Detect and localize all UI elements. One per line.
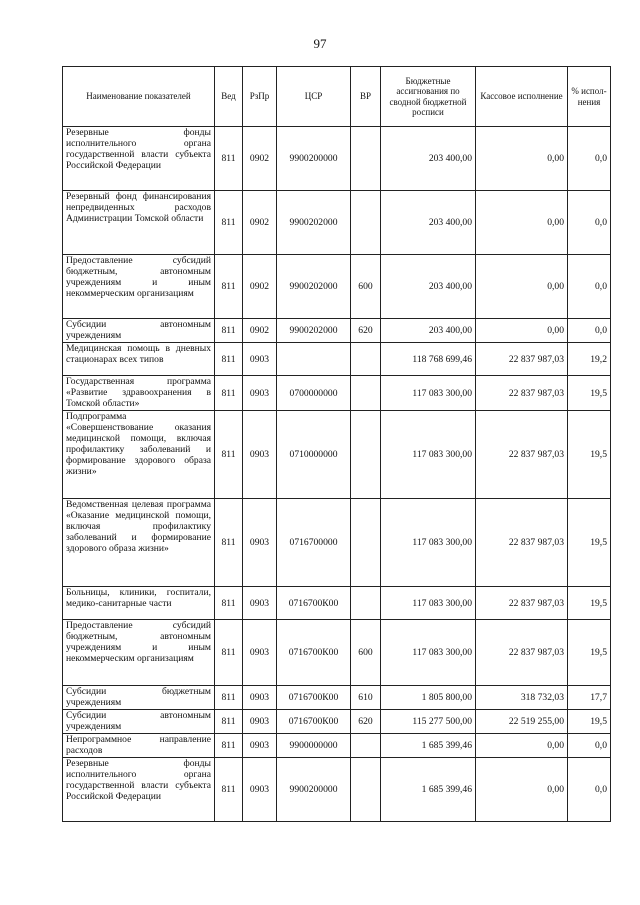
cell-csr: 0700000000 (277, 376, 351, 411)
budget-execution-table (62, 66, 611, 822)
cell-percent: 19,5 (568, 710, 611, 734)
cell-percent: 0,0 (568, 255, 611, 319)
cell-ved: 811 (215, 686, 243, 710)
cell-vr: 620 (351, 319, 381, 343)
cell-vr (351, 499, 381, 587)
cell-name: Предоставление субсидий бюджетным, автономным учреждениям и иным некоммерческим организациям (63, 620, 215, 686)
cell-cash: 22 837 987,03 (476, 411, 568, 499)
cell-vr (351, 191, 381, 255)
cell-csr: 0716700К00 (277, 710, 351, 734)
table-row (63, 319, 611, 343)
table-row (63, 686, 611, 710)
cell-rzpr: 0903 (243, 734, 277, 758)
cell-cash: 318 732,03 (476, 686, 568, 710)
cell-csr: 9900202000 (277, 191, 351, 255)
cell-csr: 9900200000 (277, 127, 351, 191)
cell-assignments: 117 083 300,00 (381, 376, 476, 411)
cell-ved: 811 (215, 127, 243, 191)
cell-rzpr: 0903 (243, 587, 277, 620)
cell-ved: 811 (215, 587, 243, 620)
cell-csr (277, 343, 351, 376)
cell-percent: 19,5 (568, 587, 611, 620)
cell-assignments: 115 277 500,00 (381, 710, 476, 734)
cell-name: Субсидии бюджетным учреждениям (63, 686, 215, 710)
cell-rzpr: 0903 (243, 710, 277, 734)
header-csr: ЦСР (277, 67, 351, 127)
table-row (63, 710, 611, 734)
cell-cash: 22 837 987,03 (476, 587, 568, 620)
cell-ved: 811 (215, 620, 243, 686)
cell-rzpr: 0902 (243, 191, 277, 255)
table-row (63, 758, 611, 822)
cell-percent: 17,7 (568, 686, 611, 710)
cell-ved: 811 (215, 499, 243, 587)
cell-assignments: 1 805 800,00 (381, 686, 476, 710)
cell-vr (351, 758, 381, 822)
table-row (63, 411, 611, 499)
cell-rzpr: 0903 (243, 686, 277, 710)
cell-assignments: 117 083 300,00 (381, 620, 476, 686)
cell-vr: 620 (351, 710, 381, 734)
cell-percent: 19,5 (568, 411, 611, 499)
cell-cash: 0,00 (476, 191, 568, 255)
cell-rzpr: 0903 (243, 376, 277, 411)
cell-vr (351, 127, 381, 191)
cell-cash: 0,00 (476, 758, 568, 822)
cell-csr: 0716700К00 (277, 620, 351, 686)
cell-ved: 811 (215, 734, 243, 758)
cell-ved: 811 (215, 758, 243, 822)
table-row (63, 620, 611, 686)
table-row (63, 376, 611, 411)
cell-assignments: 203 400,00 (381, 191, 476, 255)
cell-name: Субсидии автономным учреждениям (63, 319, 215, 343)
cell-csr: 9900000000 (277, 734, 351, 758)
cell-assignments: 1 685 399,46 (381, 758, 476, 822)
cell-ved: 811 (215, 319, 243, 343)
table-row (63, 343, 611, 376)
table-header-row (63, 67, 611, 127)
cell-csr: 9900200000 (277, 758, 351, 822)
table-row (63, 127, 611, 191)
cell-rzpr: 0903 (243, 499, 277, 587)
cell-assignments: 1 685 399,46 (381, 734, 476, 758)
cell-assignments: 117 083 300,00 (381, 411, 476, 499)
cell-name: Подпрограмма «Совершенствование оказания медицинской помощи, включая профилактику заболеваний и формирование здорового образа жизни» (63, 411, 215, 499)
cell-csr: 0710000000 (277, 411, 351, 499)
cell-ved: 811 (215, 411, 243, 499)
header-assignments: Бюджетные ассигнования по сводной бюджетной росписи (381, 67, 476, 127)
table-row (63, 191, 611, 255)
cell-vr (351, 376, 381, 411)
cell-cash: 22 837 987,03 (476, 620, 568, 686)
table-row (63, 587, 611, 620)
cell-rzpr: 0903 (243, 343, 277, 376)
cell-assignments: 118 768 699,46 (381, 343, 476, 376)
cell-percent: 0,0 (568, 319, 611, 343)
cell-name: Ведомственная целевая программа «Оказание медицинской помощи, включая профилактику заболеваний и формирование здорового образа жизни» (63, 499, 215, 587)
cell-vr (351, 734, 381, 758)
cell-percent: 0,0 (568, 758, 611, 822)
table-row (63, 499, 611, 587)
cell-name: Резервные фонды исполнительного органа государственной власти субъекта Российской Федерации (63, 127, 215, 191)
cell-csr: 0716700К00 (277, 686, 351, 710)
cell-cash: 22 837 987,03 (476, 376, 568, 411)
cell-ved: 811 (215, 376, 243, 411)
cell-vr (351, 411, 381, 499)
cell-name: Непрограммное направление расходов (63, 734, 215, 758)
cell-assignments: 117 083 300,00 (381, 587, 476, 620)
cell-assignments: 203 400,00 (381, 127, 476, 191)
cell-vr (351, 343, 381, 376)
cell-name: Предоставление субсидий бюджетным, автономным учреждениям и иным некоммерческим организациям (63, 255, 215, 319)
cell-rzpr: 0903 (243, 758, 277, 822)
cell-csr: 9900202000 (277, 319, 351, 343)
cell-ved: 811 (215, 191, 243, 255)
header-name: Наименование показателей (63, 67, 215, 127)
cell-csr: 9900202000 (277, 255, 351, 319)
cell-name: Резервные фонды исполнительного органа государственной власти субъекта Российской Федерации (63, 758, 215, 822)
table-row (63, 255, 611, 319)
cell-cash: 0,00 (476, 255, 568, 319)
cell-percent: 0,0 (568, 127, 611, 191)
cell-vr (351, 587, 381, 620)
cell-vr: 610 (351, 686, 381, 710)
cell-percent: 0,0 (568, 734, 611, 758)
cell-assignments: 203 400,00 (381, 255, 476, 319)
cell-rzpr: 0903 (243, 411, 277, 499)
cell-name: Государственная программа «Развитие здравоохранения в Томской области» (63, 376, 215, 411)
cell-cash: 22 519 255,00 (476, 710, 568, 734)
page-number: 97 (313, 36, 327, 51)
cell-rzpr: 0902 (243, 319, 277, 343)
table-row (63, 734, 611, 758)
cell-rzpr: 0902 (243, 127, 277, 191)
cell-cash: 22 837 987,03 (476, 499, 568, 587)
header-rzpr: РзПр (243, 67, 277, 127)
cell-name: Медицинская помощь в дневных стационарах всех типов (63, 343, 215, 376)
header-vr: ВР (351, 67, 381, 127)
cell-percent: 0,0 (568, 191, 611, 255)
cell-percent: 19,2 (568, 343, 611, 376)
cell-name: Субсидии автономным учреждениям (63, 710, 215, 734)
cell-percent: 19,5 (568, 620, 611, 686)
cell-cash: 22 837 987,03 (476, 343, 568, 376)
cell-cash: 0,00 (476, 734, 568, 758)
cell-cash: 0,00 (476, 127, 568, 191)
cell-name: Резервный фонд финансирования непредвиденных расходов Администрации Томской области (63, 191, 215, 255)
cell-csr: 0716700К00 (277, 587, 351, 620)
header-ved: Вед (215, 67, 243, 127)
cell-name: Больницы, клиники, госпитали, медико-санитарные части (63, 587, 215, 620)
cell-percent: 19,5 (568, 499, 611, 587)
cell-ved: 811 (215, 343, 243, 376)
cell-vr: 600 (351, 620, 381, 686)
cell-vr: 600 (351, 255, 381, 319)
cell-rzpr: 0903 (243, 620, 277, 686)
cell-cash: 0,00 (476, 319, 568, 343)
cell-ved: 811 (215, 710, 243, 734)
header-cash: Кассовое исполнение (476, 67, 568, 127)
cell-ved: 811 (215, 255, 243, 319)
cell-assignments: 117 083 300,00 (381, 499, 476, 587)
cell-assignments: 203 400,00 (381, 319, 476, 343)
header-percent: % испол-нения (568, 67, 611, 127)
cell-csr: 0716700000 (277, 499, 351, 587)
table-body (63, 127, 611, 822)
cell-percent: 19,5 (568, 376, 611, 411)
cell-rzpr: 0902 (243, 255, 277, 319)
